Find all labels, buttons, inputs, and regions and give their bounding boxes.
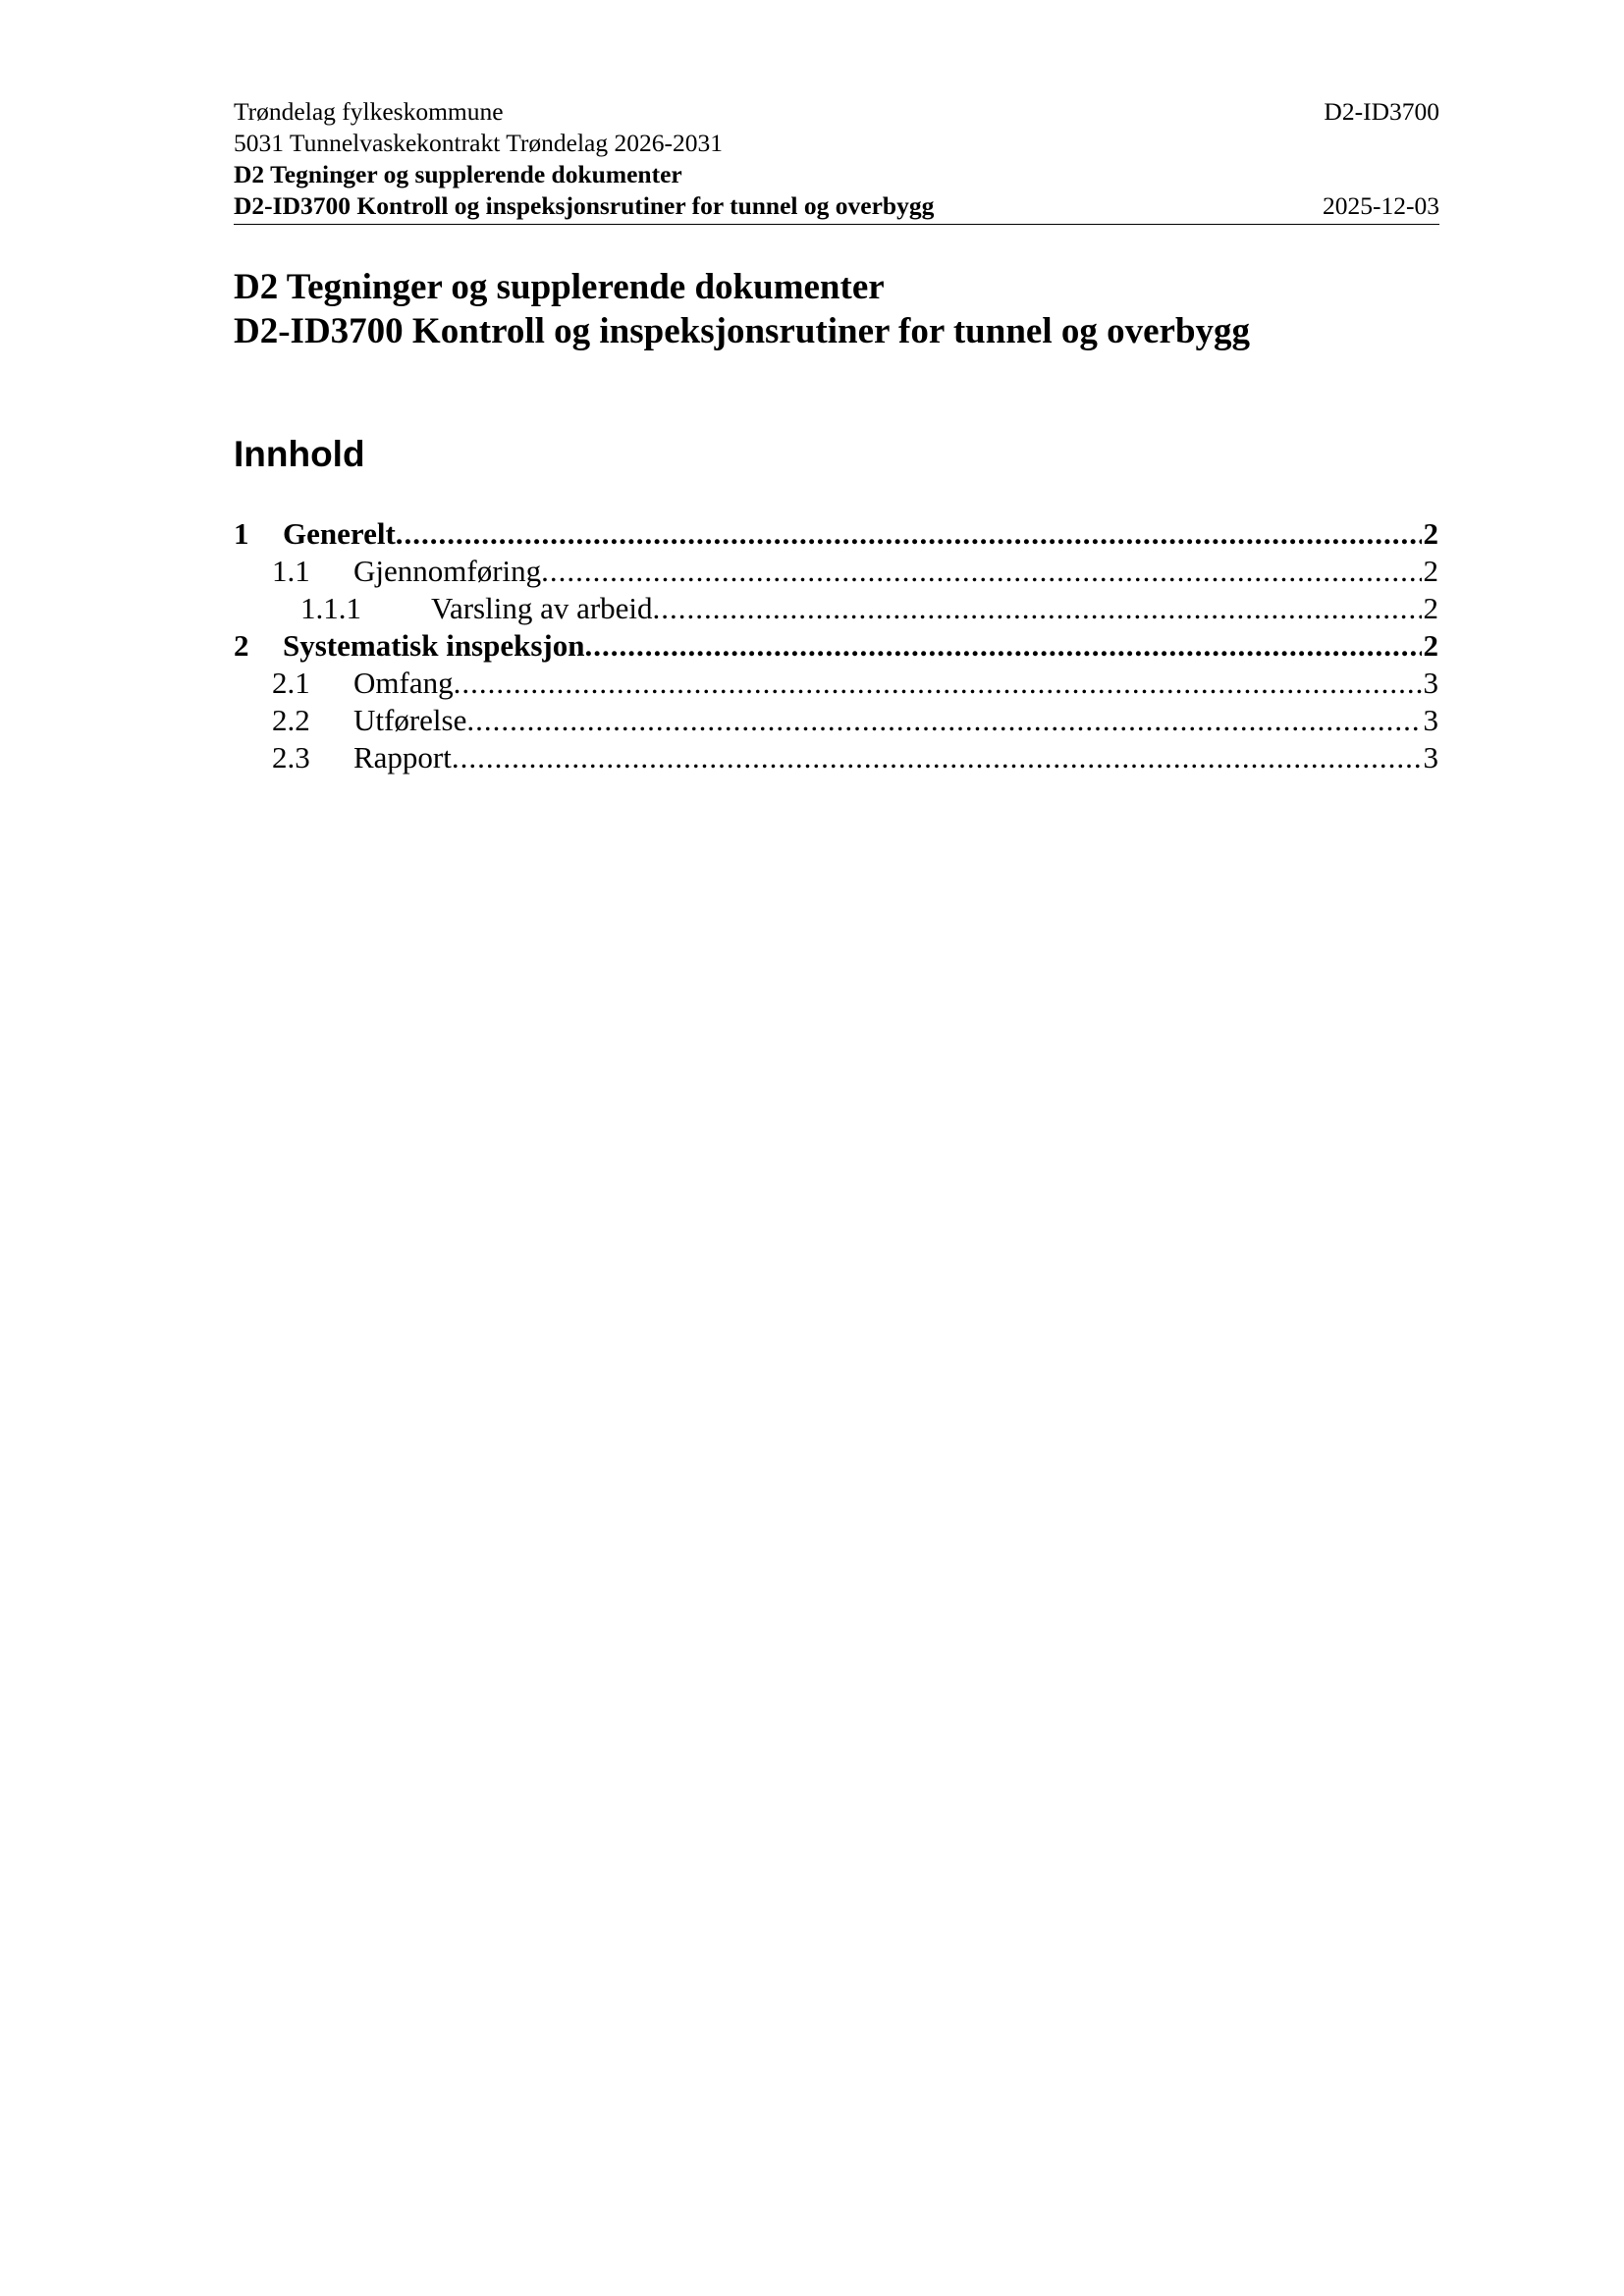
toc-entry-page: 2 [1423, 554, 1438, 588]
toc-entry[interactable] [234, 627, 1438, 665]
toc-heading: Innhold [234, 434, 365, 474]
table-of-contents [234, 515, 1438, 776]
toc-entry-title: Generelt [283, 516, 396, 551]
toc-entry[interactable] [234, 590, 1438, 627]
header-row-1 [234, 96, 1439, 128]
toc-leader-dots [466, 702, 1421, 739]
toc-entry-number: 2 [234, 628, 249, 663]
toc-entry-page: 3 [1423, 703, 1438, 737]
toc-entry-number: 1.1.1 [300, 591, 361, 625]
toc-entry-title: Systematisk inspeksjon [283, 628, 585, 663]
toc-leader-dots [452, 739, 1422, 776]
toc-leader-dots [541, 553, 1421, 590]
header-organization: Trøndelag fylkeskommune [234, 97, 504, 126]
page-header [234, 96, 1439, 225]
header-row-2 [234, 128, 1439, 159]
document-title [234, 265, 1451, 353]
toc-leader-dots [396, 515, 1422, 553]
toc-entry-page: 2 [1423, 628, 1438, 663]
toc-entry-page: 3 [1423, 666, 1438, 700]
toc-entry-number: 1.1 [272, 554, 310, 588]
header-section: D2 Tegninger og supplerende dokumenter [234, 160, 682, 188]
toc-entry[interactable] [234, 739, 1438, 776]
toc-entry-number: 2.1 [272, 666, 310, 700]
header-row-3 [234, 159, 1439, 190]
header-contract: 5031 Tunnelvaskekontrakt Trøndelag 2026-2031 [234, 129, 723, 157]
toc-entry-title: Varsling av arbeid [431, 591, 653, 625]
toc-entry[interactable] [234, 515, 1438, 553]
toc-entry-number: 2.2 [272, 703, 310, 737]
header-date: 2025-12-03 [1323, 191, 1439, 220]
toc-entry-page: 2 [1423, 591, 1438, 625]
document-title-line-1: D2 Tegninger og supplerende dokumenter [234, 267, 885, 307]
toc-entry[interactable] [234, 553, 1438, 590]
header-document: D2-ID3700 Kontroll og inspeksjonsrutiner for tunnel og overbygg [234, 191, 935, 220]
toc-entry-title: Omfang [353, 666, 454, 700]
document-title-line-2: D2-ID3700 Kontroll og inspeksjonsrutiner for tunnel og overbygg [234, 311, 1251, 351]
toc-entry-title: Utførelse [353, 703, 467, 737]
toc-entry-number: 2.3 [272, 740, 310, 774]
toc-entry-number: 1 [234, 516, 249, 551]
header-doc-code: D2-ID3700 [1324, 97, 1439, 126]
toc-leader-dots [585, 627, 1422, 665]
toc-leader-dots [454, 665, 1422, 702]
toc-entry-title: Gjennomføring [353, 554, 542, 588]
toc-entry[interactable] [234, 665, 1438, 702]
toc-entry-title: Rapport [353, 740, 452, 774]
toc-leader-dots [653, 590, 1422, 627]
toc-entry-page: 3 [1423, 740, 1438, 774]
toc-entry[interactable] [234, 702, 1438, 739]
toc-entry-page: 2 [1423, 516, 1438, 551]
header-row-4 [234, 190, 1439, 222]
